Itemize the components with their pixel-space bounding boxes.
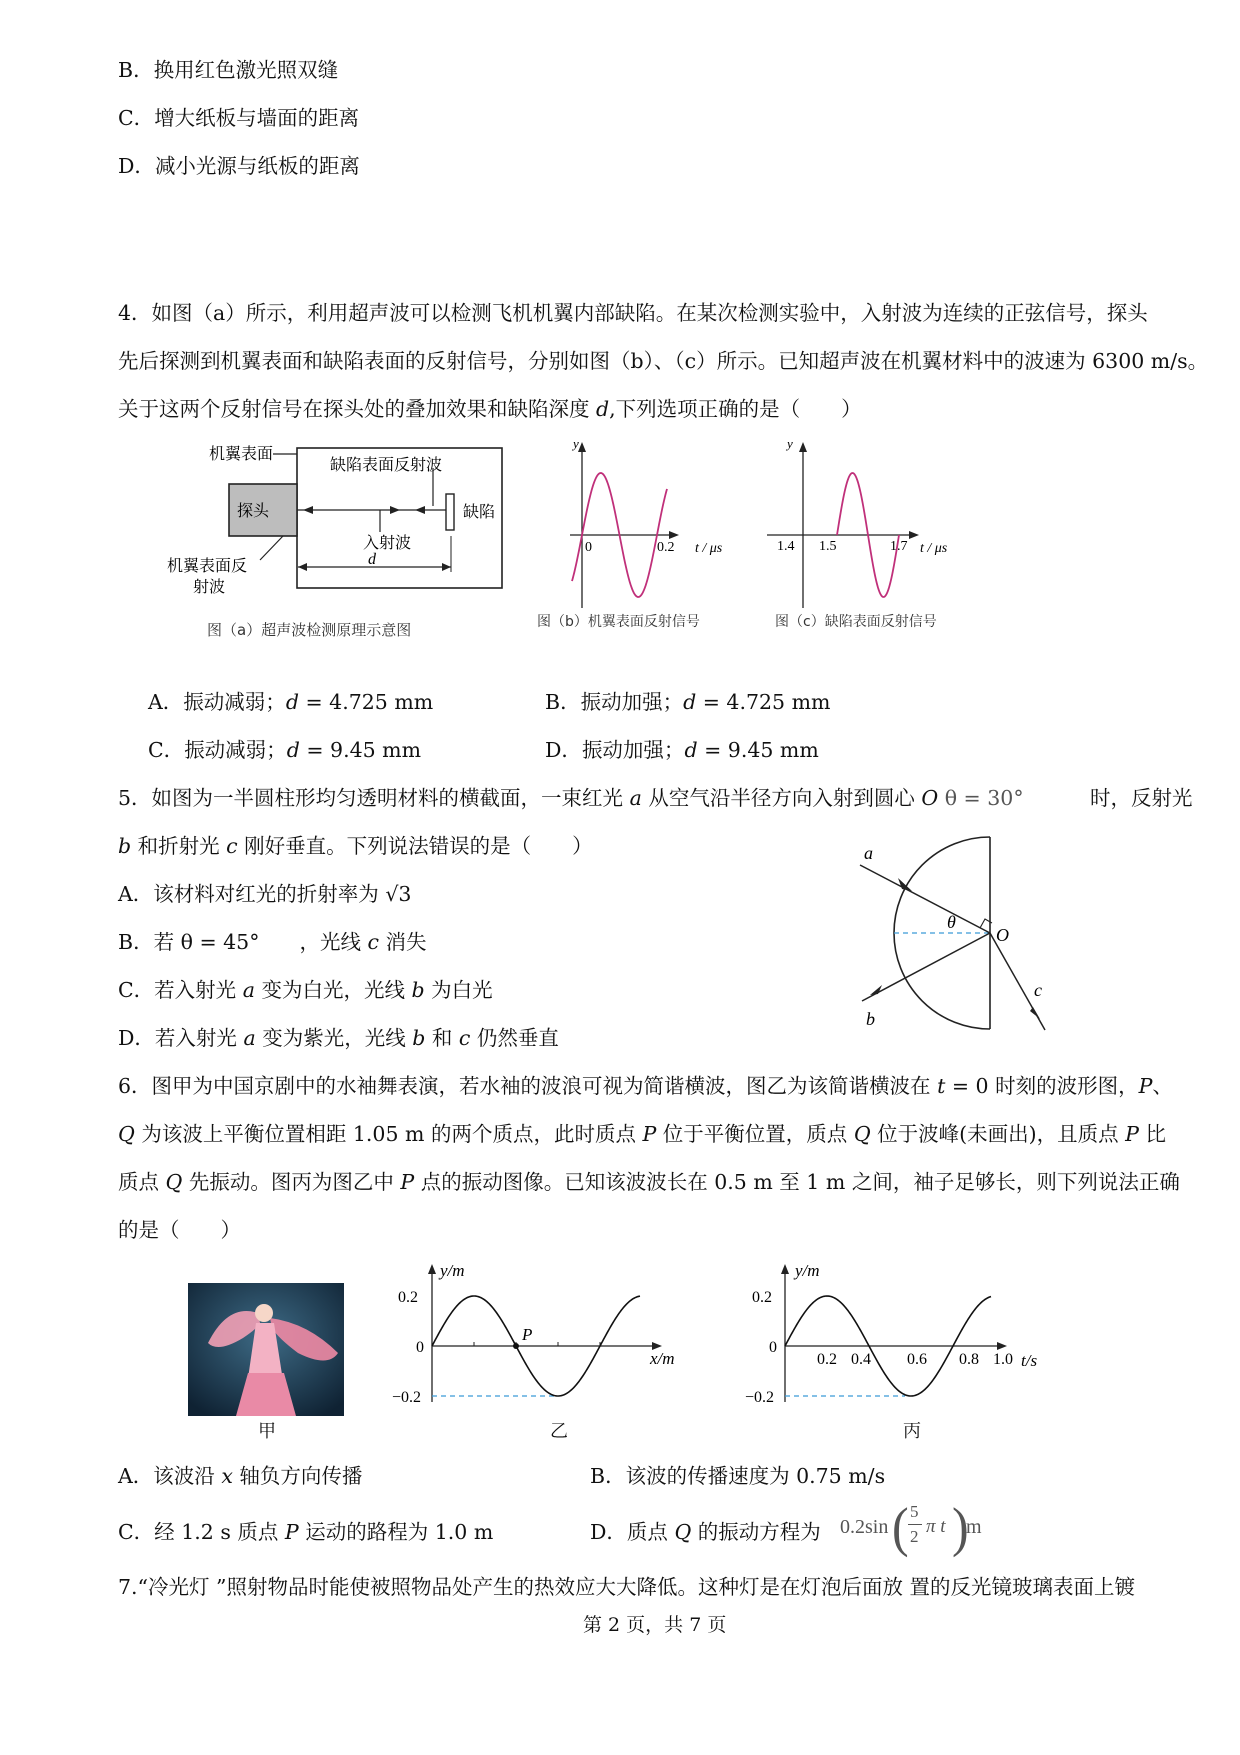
fig-label-o: O [996, 925, 1009, 945]
q4-option-b: B．振动加强；d = 4.725 mm [545, 690, 831, 714]
label-p: P [522, 1325, 533, 1344]
incident-ray-a [860, 865, 990, 933]
figure-half-cylinder [840, 825, 1060, 1050]
q5-line-2: b 和折射光 c 刚好垂直。下列说法错误的是（ ） [118, 834, 593, 858]
axis-y-c: y [787, 438, 793, 451]
q3-option-d: D．减小光源与纸板的距离 [118, 154, 360, 178]
tick-bing-02: 0.2 [817, 1351, 837, 1368]
q4-line-3: 关于这两个反射信号在探头处的叠加效果和缺陷深度 d,下列选项正确的是（ ） [118, 397, 862, 421]
tick-bing-04: 0.4 [851, 1351, 871, 1368]
tick-bing-10: 1.0 [993, 1351, 1013, 1368]
tick-yi-top: 0.2 [398, 1289, 418, 1306]
axis-x-yi: x/m [650, 1349, 675, 1368]
figure-a-ultrasonic-diagram [155, 440, 515, 650]
q6-option-b: B．该波的传播速度为 0.75 m/s [590, 1464, 886, 1488]
label-wing-surface: 机翼表面 [209, 444, 274, 463]
tick-c-14: 1.4 [777, 539, 795, 554]
fig-label-b: b [866, 1009, 875, 1029]
axis-y-yi: y/m [440, 1262, 465, 1280]
figure-yi-waveform [390, 1262, 680, 1412]
tick-b-0: 0 [585, 540, 592, 555]
q4-line-1: 4．如图（a）所示，利用超声波可以检测飞机机翼内部缺陷。在某次检测实验中，入射波为连续的正弦信号，探头 [118, 301, 1148, 325]
q5-option-b: B．若 θ = 45° ，光线 c 消失 [118, 930, 427, 954]
q6-option-d-formula: 0.2sin ( 5 2 π t ) m [840, 1496, 982, 1558]
axis-x-c: t / μs [920, 541, 948, 556]
q5-line-1: 5．如图为一半圆柱形均匀透明材料的横截面，一束红光 a 从空气沿半径方向入射到圆心 O θ = 30° [118, 786, 1024, 810]
q6-line-1: 6．图甲为中国京剧中的水袖舞表演，若水袖的波浪可视为简谐横波，图乙为该简谐横波在 t = 0 时刻的波形图，P、 [118, 1074, 1173, 1098]
label-surface-reflect-2: 射波 [193, 577, 226, 596]
figure-bing-vibration [745, 1262, 1045, 1412]
tick-c-15: 1.5 [819, 539, 837, 554]
label-d: d [368, 551, 376, 568]
label-defect: 缺陷 [463, 502, 496, 521]
q6-option-c: C．经 1.2 s 质点 P 运动的路程为 1.0 m [118, 1520, 494, 1544]
label-yi: 乙 [550, 1421, 568, 1442]
q3-option-c: C．增大纸板与墙面的距离 [118, 106, 360, 130]
axis-y-bing: y/m [795, 1262, 820, 1280]
label-incident: 入射波 [363, 533, 412, 552]
caption-a: 图（a）超声波检测原理示意图 [207, 621, 412, 639]
q4-option-d: D．振动加强；d = 9.45 mm [545, 738, 819, 762]
q4-option-c: C．振动减弱；d = 9.45 mm [148, 738, 422, 762]
point-p [513, 1343, 519, 1349]
fig-label-c: c [1034, 980, 1042, 1000]
tick-bing-06: 0.6 [907, 1351, 927, 1368]
tick-b-02: 0.2 [657, 540, 675, 555]
fig-label-theta: θ [947, 912, 956, 932]
q6-line-2: Q 为该波上平衡位置相距 1.05 m 的两个质点，此时质点 P 位于平衡位置，质点 Q 位于波峰(未画出)，且质点 P 比 [118, 1122, 1166, 1146]
q4-line-2: 先后探测到机翼表面和缺陷表面的反射信号，分别如图（b）、（c）所示。已知超声波在机翼材料中的波速为 6300 m/s。 [118, 349, 1209, 373]
q4-option-a: A．振动减弱；d = 4.725 mm [148, 690, 434, 714]
q5-line-1-end: 时，反射光 [1090, 786, 1193, 810]
q6-option-a: A．该波沿 x 轴负方向传播 [118, 1464, 363, 1488]
tick-bing-08: 0.8 [959, 1351, 979, 1368]
q5-option-c: C．若入射光 a 变为白光，光线 b 为白光 [118, 978, 493, 1002]
tick-bing-zero: 0 [769, 1339, 777, 1356]
q6-line-3: 质点 Q 先振动。图丙为图乙中 P 点的振动图像。已知该波波长在 0.5 m 至 1 m 之间，袖子足够长，则下列说法正确 [118, 1170, 1180, 1194]
q6-line-4: 的是（ ） [118, 1218, 241, 1242]
page-footer: 第 2 页，共 7 页 [583, 1614, 727, 1636]
caption-c: 图（c）缺陷表面反射信号 [775, 614, 937, 630]
figure-b-surface-signal [535, 438, 735, 638]
label-jia: 甲 [258, 1421, 276, 1442]
reflected-ray-b [862, 933, 990, 1001]
q6-option-d: D．质点 Q 的振动方程为 [590, 1520, 821, 1544]
caption-b: 图（b）机翼表面反射信号 [537, 614, 700, 630]
photo-sleeve-dance [188, 1283, 344, 1416]
tick-yi-bot: −0.2 [392, 1389, 422, 1406]
axis-x-bing: t/s [1021, 1351, 1038, 1370]
label-defect-reflect: 缺陷表面反射波 [330, 455, 443, 474]
q5-option-a: A．该材料对红光的折射率为 √3 [118, 882, 412, 906]
tick-bing-bot: −0.2 [745, 1389, 775, 1406]
tick-bing-top: 0.2 [752, 1289, 772, 1306]
q7-line-1: 7.“冷光灯 ”照射物品时能使被照物品处产生的热效应大大降低。这种灯是在灯泡后面放 置的反光镜玻璃表面上镀 [118, 1575, 1136, 1599]
label-bing: 丙 [903, 1421, 921, 1442]
defect-mark [446, 494, 454, 530]
label-surface-reflect-1: 机翼表面反 [167, 556, 248, 575]
label-probe: 探头 [237, 501, 270, 520]
tick-yi-zero: 0 [416, 1339, 424, 1356]
axis-x-b: t / μs [695, 541, 723, 556]
fig-label-a: a [864, 843, 873, 863]
q3-option-b: B．换用红色激光照双缝 [118, 58, 339, 82]
axis-y-b: y [573, 438, 579, 451]
q5-option-d: D．若入射光 a 变为紫光，光线 b 和 c 仍然垂直 [118, 1026, 559, 1050]
tick-c-17: 1.7 [890, 539, 908, 554]
figure-c-defect-signal [765, 438, 965, 638]
